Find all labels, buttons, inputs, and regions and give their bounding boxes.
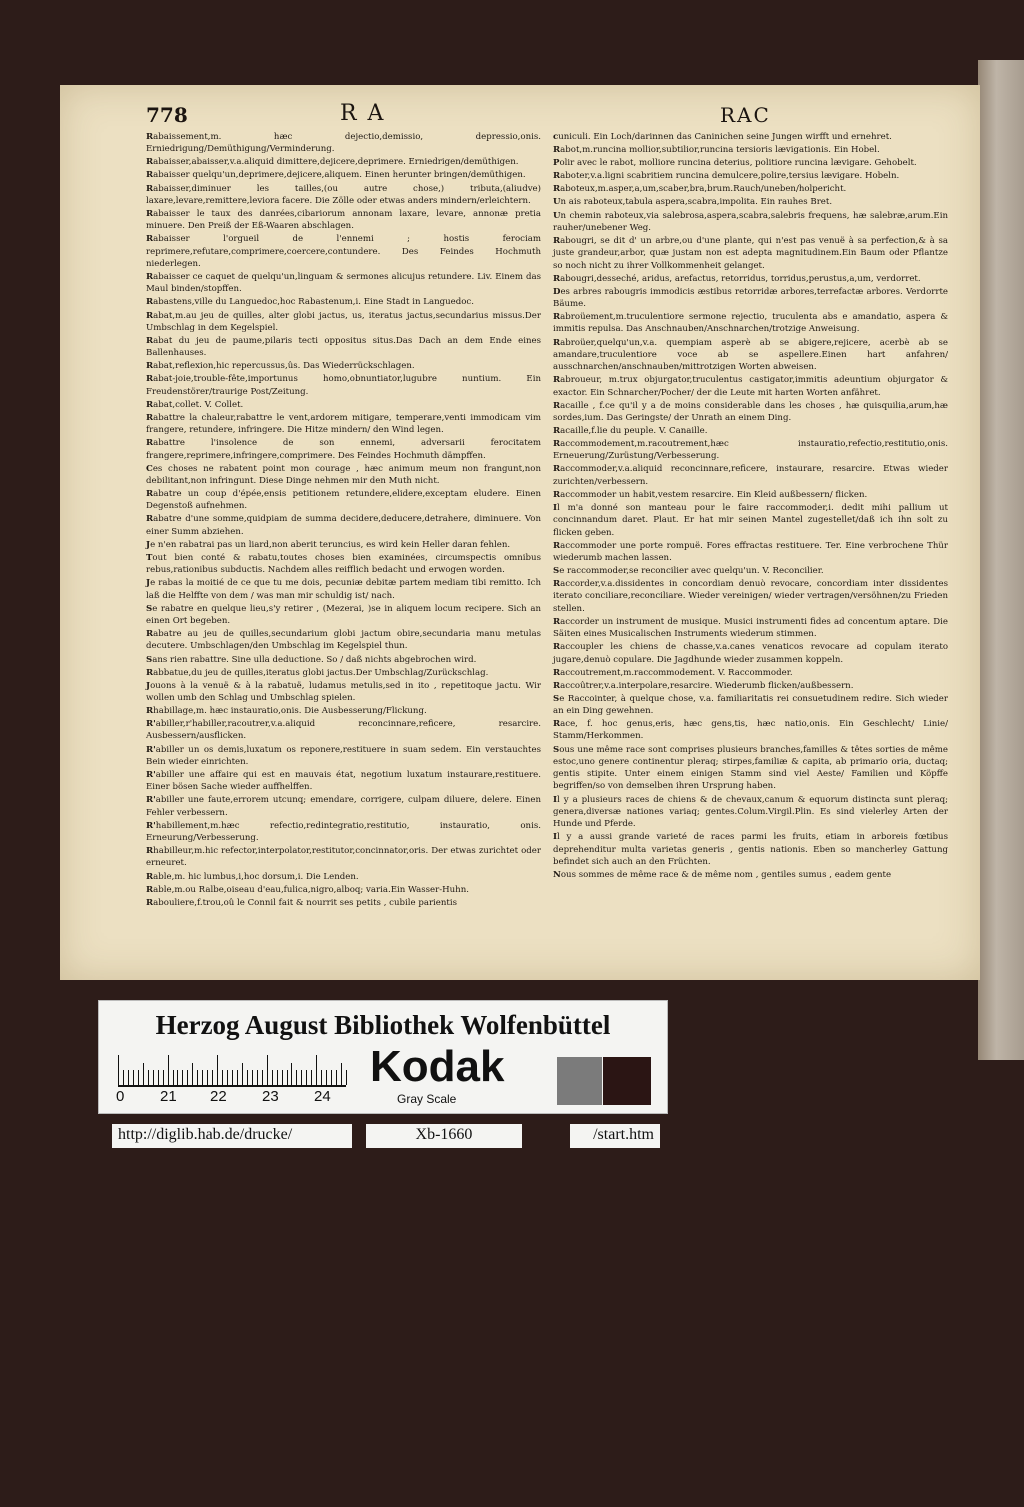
ruler-tick — [222, 1070, 223, 1085]
dictionary-entry: Racaille,f.lie du peuple. V. Canaille. — [553, 425, 708, 436]
dictionary-entry: Rabat,collet. V. Collet. — [146, 399, 244, 410]
right-column — [553, 131, 948, 882]
ruler-number: 21 — [160, 1088, 177, 1105]
book-page — [60, 85, 980, 980]
ruler-tick — [267, 1055, 268, 1085]
dictionary-entry: Rabatre au jeu de quilles,secundarium globi jactum obire,secundaria manu metulas decutere. Umbschlagen/den Umbschlag im Kegelspiel thun. — [146, 629, 541, 652]
dictionary-entry: Raccoûtrer,v.a.interpolare,resarcire. Wiederumb flicken/außbessern. — [553, 680, 854, 691]
dictionary-entry: Des arbres rabougris immodicis æstibus retorridæ arbores,terrefactæ arbores. Verdorrte Bäume. — [553, 286, 948, 310]
ruler-tick — [272, 1070, 273, 1085]
url-suffix: /start.htm — [570, 1124, 660, 1148]
dictionary-entry: Rabat du jeu de paume,pilaris tecti oppositus situs.Das Dach an dem Ende eines Ballenhauses. — [146, 335, 541, 359]
ruler-tick — [346, 1070, 347, 1085]
dictionary-entry: Raccommoder une porte rompuë. Fores effractas restituere. Ter. Eine verbrochene Thür wiederumb machen lassen. — [553, 540, 948, 563]
ruler-tick — [277, 1070, 278, 1085]
dictionary-entry: Rabattre l'insolence de son ennemi, adversarii ferocitatem frangere,reprimere,infringere,comprimere. Des Feindes Hochmuth dämpffen. — [146, 438, 541, 461]
dictionary-entry: Rabbatue,du jeu de quilles,iteratus globi jactus.Der Umbschlag/Zurückschlag. — [146, 667, 489, 678]
dictionary-entry: Rabatre un coup d'épée,ensis petitionem retundere,elidere,exceptam eludere. Einen Degenstoß aufnehmen. — [146, 489, 541, 512]
gray-swatch-mid — [557, 1057, 602, 1105]
dictionary-entry: Raccommodement,m.racoutrement,hæc instauratio,refectio,restitutio,onis. Erneuerung/Zurüstung/Verbesserung. — [553, 439, 948, 462]
header-left-guide-word: R A — [340, 101, 386, 126]
dictionary-entry: Polir avec le rabot, molliore runcina deterius, politiore runcina lævigare. Gehobelt. — [553, 158, 917, 169]
ruler-tick — [287, 1070, 288, 1085]
dictionary-entry: Rabougri,desseché, aridus, arefactus, retorridus, torridus,perustus,a,um, verdorret. — [553, 273, 921, 284]
dictionary-entry: Raccorder un instrument de musique. Musici instrumenti fides ad concentum aptare. Die Säiten eines Musicalischen Instruments wiederum stimmen. — [553, 616, 948, 640]
ruler-number: 22 — [210, 1088, 227, 1105]
dictionary-entry: Il y a plusieurs races de chiens & de chevaux,canum & equorum distincta sunt pleraq; genera,diversæ nationes variaq; gentes.Colum.Virgil.Plin. Es sind vielerley Arten der Hunde und Pferde. — [553, 794, 948, 830]
left-column — [146, 131, 541, 910]
ruler-tick — [296, 1070, 297, 1085]
ruler-tick — [212, 1070, 213, 1085]
ruler-tick — [237, 1070, 238, 1085]
gray-scale-label: Gray Scale — [397, 1092, 457, 1106]
dictionary-entry: Rabat,m.au jeu de quilles, alter globi jactus, us, iteratus jactus,secundarius missus.Der Umbschlag in dem Kegelspiel. — [146, 310, 541, 333]
dictionary-entry: Rhabilleur,m.hic refector,interpolator,restitutor,concinnator,oris. Der etwas zurichtet oder erneuret. — [146, 846, 541, 869]
ruler-tick — [336, 1070, 337, 1085]
dictionary-entry: R'abiller un os demis,luxatum os reponere,restituere in suam sedem. Ein verstauchtes Bein wieder einrichten. — [146, 744, 541, 767]
dictionary-entry: Rhabillage,m. hæc instauratio,onis. Die Ausbesserung/Flickung. — [146, 706, 427, 717]
ruler-tick — [128, 1070, 129, 1085]
dictionary-entry: Tout bien conté & rabatu,toutes choses bien examinées, circumspectis omnibus rebus,rationibus subductis. Nachdem alles reifflich bedacht und erwogen worden. — [146, 552, 541, 576]
dictionary-entry: Rable,m.ou Ralbe,oiseau d'eau,fulica,nigro,alboq; varia.Ein Wasser-Huhn. — [146, 884, 469, 895]
dictionary-entry: Rabatre d'une somme,quidpiam de summa decidere,deducere,detrahere, diminuere. Von einer Summ abziehen. — [146, 514, 541, 537]
ruler-tick — [306, 1070, 307, 1085]
dictionary-entry: Raccorder,v.a.dissidentes in concordiam denuò revocare, concordiam inter dissidentes iterato conciliare,reconciliare. Wieder vereinigen/ wieder vertragen/versöhnen/zu Frieden stellen. — [553, 579, 948, 614]
dictionary-entry: Jouons à la venuë & à la rabatuë, ludamus metulis,sed in ito , repetitoque jactu. Wir wollen umb den Schlag und Umbschlag spielen. — [146, 680, 541, 703]
dictionary-entry: Rabaisser l'orgueil de l'ennemi ; hostis ferociam reprimere,refutare,comprimere,coercere,contundere. Des Feindes Hochmuth niederlegen. — [146, 234, 541, 269]
ruler-tick — [192, 1063, 193, 1085]
dictionary-entry: Rabaisser,diminuer les tailles,(ou autre chose,) tributa,(aliudve) laxare,levare,remittere,leviora facere. Die Zölle oder etwas anders mindern/erleichtern. — [146, 183, 541, 206]
dictionary-entry: Race, f. hoc genus,eris, hæc gens,tis, hæc natio,onis. Ein Geschlecht/ Linie/ Stamm/Herkommen. — [553, 719, 948, 742]
dictionary-entry: Rabroüement,m.truculentiore sermone rejectio, truculenta abs e amandatio, aspera & immitis repulsa. Das Anschnauben/Anschnarchen/trotzige Anweisung. — [553, 312, 948, 335]
ruler-tick — [341, 1063, 342, 1085]
ruler-tick — [173, 1070, 174, 1085]
ruler-tick — [291, 1063, 292, 1085]
kodak-logo: Kodak — [370, 1042, 505, 1091]
dictionary-entry: R'abiller une affaire qui est en mauvais état, negotium luxatum instaurare,restituere. Einer bösen Sache wieder auffhelffen. — [146, 769, 541, 793]
adjacent-page-edge — [978, 60, 1024, 1060]
dictionary-entry: Rabastens,ville du Languedoc,hoc Rabastenum,i. Eine Stadt in Languedoc. — [146, 297, 474, 308]
ruler-number: 24 — [314, 1088, 331, 1105]
dictionary-entry: Rabroüer,quelqu'un,v.a. quempiam asperè ab se abigere,rejicere, acerbè ab se amandare,truculentiore voce ab se aspellere.Einen hart anfahren/ ausschnarchen/anschnauben/mittrotzigen Worten abweisen. — [553, 337, 948, 373]
dictionary-entry: Rabaisser,abaisser,v.a.aliquid dimittere,dejicere,deprimere. Erniedrigen/demüthigen. — [146, 157, 519, 168]
dictionary-entry: Rabat,reflexion,hic repercussus,ûs. Das Wiederrückschlagen. — [146, 361, 415, 372]
ruler-tick — [207, 1070, 208, 1085]
ruler-tick — [311, 1070, 312, 1085]
header-right-guide-word: RAC — [720, 103, 771, 127]
dictionary-entry: Rabroueur, m.trux objurgator,truculentus castigator,immitis adeuntium objurgator & exactor. Ein Schnarcher/Pocher/ der die Leute mit harten Worten anfähret. — [553, 375, 948, 398]
dictionary-entry: Se raccommoder,se reconcilier avec quelqu'un. V. Reconcilier. — [553, 566, 824, 577]
ruler-tick — [257, 1070, 258, 1085]
dictionary-entry: Rable,m. hic lumbus,i,hoc dorsum,i. Die Lenden. — [146, 871, 359, 882]
ruler-tick — [321, 1070, 322, 1085]
dictionary-entry: Il m'a donné son manteau pour le faire raccommoder,i. dedit mihi pallium ut concinnandum daret. Plaut. Er hat mir seinen Mantel zugestellet/daß ich ihn solt zu flicken geben. — [553, 502, 948, 538]
dictionary-entry: Rabougri, se dit d' un arbre,ou d'une plante, qui n'est pas venuë à sa perfection,& à sa juste grandeur,arbor, quæ justam non est adepta magnitudinem.Ein Baum oder Pflantze so noch nicht zu ihrer Vollkommenheit gelanget. — [553, 235, 948, 271]
ruler-tick — [118, 1055, 119, 1085]
dictionary-entry: Rabaisser ce caquet de quelqu'un,linguam & sermones alicujus retundere. Liv. Einem das Maul binden/stopffen. — [146, 272, 541, 295]
ruler-tick — [148, 1070, 149, 1085]
dictionary-entry: Raccommoder un habit,vestem resarcire. Ein Kleid außbessern/ flicken. — [553, 489, 868, 500]
ruler-tick — [138, 1070, 139, 1085]
ruler-number: 0 — [116, 1088, 125, 1105]
dictionary-entry: Rabat-joie,trouble-fête,importunus homo,obnuntiator,lugubre nuntium. Ein Freudenstörer/traurige Post/Zeitung. — [146, 374, 541, 397]
url-prefix: http://diglib.hab.de/drucke/ — [112, 1124, 352, 1148]
gray-swatch-dark — [603, 1057, 651, 1105]
ruler-tick — [153, 1070, 154, 1085]
dictionary-entry: Ces choses ne rabatent point mon courage , hæc animum meum non frangunt,non debilitant,non infringunt. Diese Dinge nehmen mir den Muth nicht. — [146, 463, 541, 486]
measurement-ruler — [118, 1053, 346, 1087]
ruler-tick — [282, 1070, 283, 1085]
ruler-tick — [143, 1063, 144, 1085]
dictionary-entry: R'habillement,m.hæc refectio,redintegratio,restitutio, instauratio, onis. Erneurung/Verbesserung. — [146, 820, 541, 844]
ruler-tick — [242, 1063, 243, 1085]
ruler-tick — [301, 1070, 302, 1085]
ruler-tick — [197, 1070, 198, 1085]
dictionary-entry: Rabot,m.runcina mollior,subtilior,runcina tersioris lævigationis. Ein Hobel. — [553, 145, 880, 156]
dictionary-entry: Je rabas la moitié de ce que tu me dois, pecuniæ debitæ partem mediam tibi remitto. Ich laß die Helffte von dem / was man mir schuldig ist/ nach. — [146, 578, 541, 601]
dictionary-entry: Racaille , f.ce qu'il y a de moins considerable dans les choses , hæ quisquilia,arum,hæ sordes,ium. Das Geringste/ der Unrath an einem Ding. — [553, 400, 948, 423]
dictionary-entry: Sans rien rabattre. Sine ulla deductione. So / daß nichts abgebrochen wird. — [146, 654, 477, 665]
dictionary-entry: R'abiller une faute,errorem utcunq; emendare, corrigere, culpam diluere, delere. Einen Fehler verbessern. — [146, 795, 541, 818]
page-number: 778 — [146, 103, 188, 127]
dictionary-entry: Sous une même race sont comprises plusieurs branches,familles & têtes sorties de même estoc,uno genere continentur pleraq; stirpes,familiæ & capita, ab primario oria, ductaq; gentis stipite. Unter einem einigen Stamm sind viel Aeste/ Familien und Köpffe begriffen/so von demselben ihren Ursprung haben. — [553, 744, 948, 792]
ruler-tick — [326, 1070, 327, 1085]
ruler-tick — [316, 1055, 317, 1085]
library-name: Herzog August Bibliothek Wolfenbüttel — [155, 1010, 611, 1040]
ruler-tick — [158, 1070, 159, 1085]
dictionary-entry: Un ais raboteux,tabula aspera,scabra,impolita. Ein rauhes Bret. — [553, 197, 833, 208]
ruler-number: 23 — [262, 1088, 279, 1105]
dictionary-entry: cuniculi. Ein Loch/darinnen das Caninichen seine Jungen wirfft und ernehret. — [553, 132, 892, 142]
ruler-tick — [331, 1070, 332, 1085]
ruler-tick — [232, 1070, 233, 1085]
dictionary-entry: Raboteux,m.asper,a,um,scaber,bra,brum.Rauch/uneben/holpericht. — [553, 184, 847, 195]
ruler-tick — [123, 1070, 124, 1085]
dictionary-entry: Rabaisser quelqu'un,deprimere,dejicere,aliquem. Einen herunter bringen/demüthigen. — [146, 170, 526, 181]
dictionary-entry: Rabouliere,f.trou,oû le Connil fait & nourrit ses petits , cubile parientis — [146, 897, 458, 908]
dictionary-entry: Je n'en rabatrai pas un liard,non aberit teruncius, es wird kein Heller daran fehlen. — [146, 539, 511, 550]
dictionary-entry: Rabaisser le taux des danrées,cibariorum annonam laxare, levare, annonæ pretia minuere. Den Preiß der Eß-Waaren abschlagen. — [146, 208, 541, 232]
running-header — [60, 103, 980, 133]
ruler-tick — [177, 1070, 178, 1085]
ruler-tick — [217, 1055, 218, 1085]
dictionary-entry: Raccommoder,v.a.aliquid reconcinnare,reficere, instaurare, resarcire. Etwas wieder zurichten/verbessern. — [553, 464, 948, 487]
dictionary-entry: Nous sommes de même race & de même nom , gentiles sumus , eadem gente — [553, 869, 892, 880]
ruler-tick — [163, 1070, 164, 1085]
shelfmark: Xb-1660 — [366, 1124, 522, 1148]
ruler-tick — [182, 1070, 183, 1085]
ruler-tick — [187, 1070, 188, 1085]
dictionary-entry: Rabaissement,m. hæc dejectio,demissio, depressio,onis. Erniedrigung/Demüthigung/Verminderung. — [146, 132, 541, 155]
ruler-tick — [252, 1070, 253, 1085]
ruler-tick — [168, 1055, 169, 1085]
ruler-tick — [133, 1070, 134, 1085]
ruler-tick — [202, 1070, 203, 1085]
dictionary-entry: Un chemin raboteux,via salebrosa,aspera,scabra,salebris frequens, hæ salebræ,arum.Ein rauher/unebener Weg. — [553, 210, 948, 233]
dictionary-entry: Raccoupler les chiens de chasse,v.a.canes venaticos revocare ad copulam iterato jugare,denuò copulare. Die Jagdhunde wieder zusammen koppeln. — [553, 642, 948, 665]
dictionary-entry: Se rabatre en quelque lieu,s'y retirer , (Mezerai, )se in aliquem locum recipere. Sich an einen Ort begeben. — [146, 603, 541, 627]
dictionary-entry: R'abiller,r'habiller,racoutrer,v.a.aliquid reconcinnare,reficere, resarcire. Ausbessern/ausflicken. — [146, 719, 541, 742]
ruler-tick — [262, 1070, 263, 1085]
ruler-tick — [227, 1070, 228, 1085]
dictionary-entry: Il y a aussi grande varieté de races parmi les fruits, etiam in arboreis fœtibus deprehenditur multa varietas generis , gentis nationis. Eben so mancherley Gattung befindet sich auch an den Früchten. — [553, 832, 948, 867]
ruler-tick — [247, 1070, 248, 1085]
dictionary-entry: Rabattre la chaleur,rabattre le vent,ardorem mitigare, temperare,venti immodicam vim frangere, retundere, infringere. Die Hitze mindern/ den Wind legen. — [146, 412, 541, 436]
dictionary-entry: Raccoutrement,m.raccommodement. V. Raccommoder. — [553, 667, 793, 678]
dictionary-entry: Se Raccointer, à quelque chose, v.a. familiaritatis rei consuetudinem redire. Sich wieder an ein Ding gewehnen. — [553, 693, 948, 717]
dictionary-entry: Raboter,v.a.ligni scabritiem runcina demulcere,polire,tersius lævigare. Hobeln. — [553, 171, 900, 182]
